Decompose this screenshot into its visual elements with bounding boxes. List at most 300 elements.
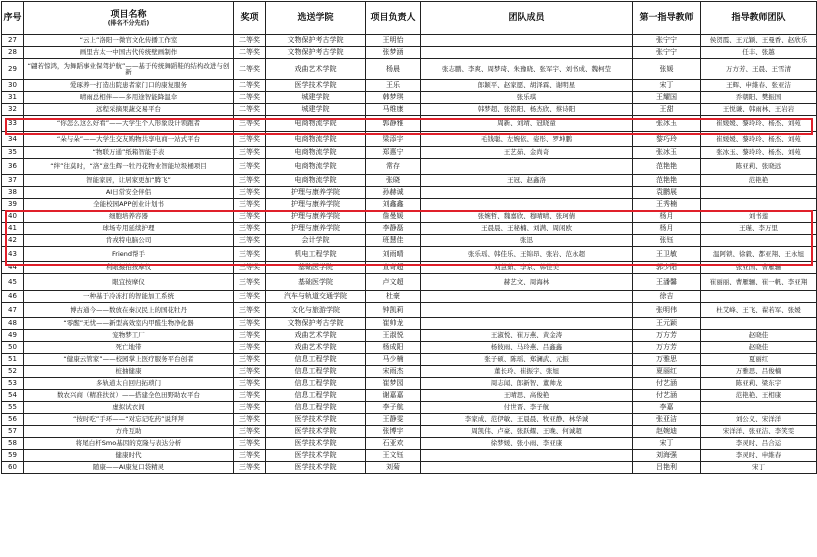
cell-team — [421, 159, 633, 175]
cell-advisor: 黎巧玲 — [633, 132, 701, 147]
cell-project: 眼宜按摩仪 — [24, 274, 234, 291]
table-row — [2, 92, 817, 104]
cell-leader: 王乐 — [366, 80, 421, 92]
cell-leader: 张晓 — [366, 175, 421, 187]
cell-college: 戏曲艺术学院 — [266, 342, 366, 354]
cell-team: 李家成、范伊敏、王晨晨、牧亚静、林华诚 — [421, 414, 633, 426]
cell-num: 33 — [2, 116, 24, 132]
cell-num: 38 — [2, 187, 24, 199]
cell-num: 56 — [2, 414, 24, 426]
cell-num: 30 — [2, 80, 24, 92]
cell-college: 戏曲艺术学院 — [266, 330, 366, 342]
cell-num: 45 — [2, 274, 24, 291]
cell-advisor: 王秀楠 — [633, 199, 701, 211]
header-award: 奖项 — [234, 2, 266, 35]
table-row — [2, 247, 817, 262]
cell-leader: 石亚欢 — [366, 438, 421, 450]
cell-team — [421, 35, 633, 47]
cell-advisor-team: 崔媛媛、黎玲玲、杨杰、刘苑 — [701, 132, 817, 147]
cell-leader: 卢文超 — [366, 274, 421, 291]
cell-advisor: 张钰 — [633, 235, 701, 247]
cell-team: 董长玲、崔振宇、张旭 — [421, 366, 633, 378]
cell-num: 52 — [2, 366, 24, 378]
cell-project: 博古通今——数放在秦汉民上的国花牡丹 — [24, 303, 234, 318]
cell-leader: 宣奇超 — [366, 262, 421, 274]
cell-award: 三等奖 — [234, 438, 266, 450]
cell-project: “你怎么这么好看”——大学生个人形象设计领跑者 — [24, 116, 234, 132]
table-row — [2, 366, 817, 378]
table-row — [2, 35, 817, 47]
cell-project: 智能家居，让居家更加“腾飞” — [24, 175, 234, 187]
cell-college: 信息工程学院 — [266, 366, 366, 378]
cell-advisor-team: 温阿锁、徐毅、都亚翔、王永旭 — [701, 247, 817, 262]
cell-leader: 谢嘉嘉 — [366, 390, 421, 402]
cell-advisor: 袁鹏展 — [633, 187, 701, 199]
cell-advisor: 刘海强 — [633, 450, 701, 462]
table-row — [2, 59, 817, 80]
cell-advisor: 范艳艳 — [633, 175, 701, 187]
cell-num: 44 — [2, 262, 24, 274]
cell-college: 基础医学院 — [266, 262, 366, 274]
cell-leader: 王静雯 — [366, 414, 421, 426]
cell-advisor: 张冰玉 — [633, 116, 701, 132]
cell-advisor-team — [701, 291, 817, 303]
cell-leader: 刘雨晴 — [366, 247, 421, 262]
cell-project: “绊”往莫时，“洛”意生辉一牡丹花物业智能垃圾桶项目 — [24, 159, 234, 175]
cell-award: 三等奖 — [234, 262, 266, 274]
cell-leader: 王明怡 — [366, 35, 421, 47]
cell-advisor-team: 王悦谦、韩雨林、王岩岩 — [701, 104, 817, 116]
cell-advisor-team: 张亚国、曹雁骊 — [701, 262, 817, 274]
cell-advisor-team: 张冰玉、黎玲玲、杨杰、刘苑 — [701, 147, 817, 159]
cell-advisor-team — [701, 199, 817, 211]
cell-college: 护理与康养学院 — [266, 211, 366, 223]
cell-award: 三等奖 — [234, 318, 266, 330]
cell-college: 信息工程学院 — [266, 390, 366, 402]
table-row — [2, 330, 817, 342]
cell-award: 三等奖 — [234, 159, 266, 175]
cell-team: 张乐瑶、韩佳乐、王锦昂、张岩、范永超 — [421, 247, 633, 262]
cell-advisor: 吕艳利 — [633, 462, 701, 474]
cell-award: 三等奖 — [234, 187, 266, 199]
cell-project: 利眼摄拍按摩仪 — [24, 262, 234, 274]
cell-award: 三等奖 — [234, 291, 266, 303]
cell-leader: 杨成阳 — [366, 342, 421, 354]
cell-college: 护理与康养学院 — [266, 187, 366, 199]
header-advisor-team: 指导教师团队 — [701, 2, 817, 35]
table-row — [2, 402, 817, 414]
header-leader: 项目负责人 — [366, 2, 421, 35]
cell-advisor: 王卫敏 — [633, 247, 701, 262]
cell-team — [421, 303, 633, 318]
cell-leader: 孙赫诚 — [366, 187, 421, 199]
cell-project: “健康云管家”——校园掌上医疗服务平台创者 — [24, 354, 234, 366]
cell-advisor-team: 乔朝阳、樊振国 — [701, 92, 817, 104]
table-row — [2, 262, 817, 274]
cell-advisor-team: 宋洋洋、张亚洁、李笑雯 — [701, 426, 817, 438]
cell-award: 三等奖 — [234, 330, 266, 342]
cell-advisor-team: 侯贺霞、王元颖、王曼香、赵欣乐 — [701, 35, 817, 47]
cell-project: AI日常安全伴侣 — [24, 187, 234, 199]
table-row — [2, 378, 817, 390]
awards-table — [1, 1, 817, 474]
cell-award: 二等奖 — [234, 80, 266, 92]
cell-award: 三等奖 — [234, 132, 266, 147]
table-row — [2, 235, 817, 247]
cell-award: 三等奖 — [234, 402, 266, 414]
header-num: 序号 — [2, 2, 24, 35]
cell-college: 医学技术学院 — [266, 438, 366, 450]
cell-team: 毛钱聪、左婉依、姿彤、罗坤鹏 — [421, 132, 633, 147]
cell-advisor: 张冰玉 — [633, 147, 701, 159]
cell-advisor: 张亚洁 — [633, 414, 701, 426]
cell-num: 41 — [2, 223, 24, 235]
cell-team: 杨彼雨、马玲燕、吕鑫鑫 — [421, 342, 633, 354]
cell-award: 二等奖 — [234, 92, 266, 104]
cell-team — [421, 187, 633, 199]
cell-team: 郎颖平、赵家愿、胡泽霖、谢明星 — [421, 80, 633, 92]
cell-project: 宠物梦工厂 — [24, 330, 234, 342]
cell-college: 电商物流学院 — [266, 147, 366, 159]
cell-project: “朵与朵”——大学生交友购物共享电商一站式平台 — [24, 132, 234, 147]
cell-num: 59 — [2, 450, 24, 462]
cell-leader: 常存 — [366, 159, 421, 175]
cell-num: 53 — [2, 378, 24, 390]
cell-project: 方舟互助 — [24, 426, 234, 438]
cell-advisor-team: 陈亚莉、张晓远 — [701, 159, 817, 175]
cell-college: 医学技术学院 — [266, 450, 366, 462]
cell-leader: 刘鑫鑫 — [366, 199, 421, 211]
cell-num: 40 — [2, 211, 24, 223]
cell-project: 虚拟试衣间 — [24, 402, 234, 414]
header-project — [24, 2, 234, 35]
cell-leader: 杜豪 — [366, 291, 421, 303]
cell-leader: 杨晨 — [366, 59, 421, 80]
cell-num: 48 — [2, 318, 24, 330]
cell-college: 电商物流学院 — [266, 116, 366, 132]
table-row — [2, 175, 817, 187]
cell-team: 王晨晨、王秘楠、刘满、周闲欧 — [421, 223, 633, 235]
cell-team — [421, 199, 633, 211]
cell-advisor: 宋丁 — [633, 80, 701, 92]
cell-advisor: 王元颖 — [633, 318, 701, 330]
cell-project: “物联万通”纸箱智能手表 — [24, 147, 234, 159]
cell-project: 一种基于冷冻打的智能加工系统 — [24, 291, 234, 303]
cell-college: 汽车与轨道交通学院 — [266, 291, 366, 303]
cell-leader: 李静磊 — [366, 223, 421, 235]
cell-project: 健康时代 — [24, 450, 234, 462]
cell-advisor: 万方芳 — [633, 330, 701, 342]
cell-advisor: 张媛 — [633, 59, 701, 80]
table-row — [2, 414, 817, 426]
cell-advisor: 张宁宁 — [633, 47, 701, 59]
cell-team: 王艺茹、金尚奇 — [421, 147, 633, 159]
cell-advisor: 郭少阳 — [633, 262, 701, 274]
cell-college: 基础医学院 — [266, 274, 366, 291]
cell-college: 城建学院 — [266, 104, 366, 116]
cell-advisor-team: 赵晓佳 — [701, 330, 817, 342]
table-row — [2, 211, 817, 223]
cell-advisor-team — [701, 318, 817, 330]
cell-project: 爱琢养一打造出院患者家门口的康复服务 — [24, 80, 234, 92]
cell-award: 三等奖 — [234, 223, 266, 235]
cell-college: 电商物流学院 — [266, 175, 366, 187]
cell-num: 36 — [2, 159, 24, 175]
cell-num: 35 — [2, 147, 24, 159]
cell-project: “云上”洛阳一微官文化传播工作室 — [24, 35, 234, 47]
cell-award: 三等奖 — [234, 235, 266, 247]
cell-team: 张迅 — [421, 235, 633, 247]
cell-num: 55 — [2, 402, 24, 414]
cell-advisor: 杨月 — [633, 223, 701, 235]
cell-num: 47 — [2, 303, 24, 318]
cell-award: 三等奖 — [234, 147, 266, 159]
header-project-note: (排名不分先后) — [107, 19, 150, 27]
cell-team: 张乐琪 — [421, 92, 633, 104]
cell-award: 三等奖 — [234, 366, 266, 378]
cell-num: 60 — [2, 462, 24, 474]
cell-college: 医学技术学院 — [266, 426, 366, 438]
cell-advisor-team: 万方芳、王晨、王雪清 — [701, 59, 817, 80]
cell-team: 张志鹏、李爽、周梦琦、朱豫晓、张军宇、刘书成、魏柯莹 — [421, 59, 633, 80]
cell-project: 肯戎特电脑公司 — [24, 235, 234, 247]
cell-leader: 郭静雅 — [366, 116, 421, 132]
cell-college: 城建学院 — [266, 92, 366, 104]
cell-college: 机电工程学院 — [266, 247, 366, 262]
cell-team: 周凯伟、卢豪、张跃耀、王晚、何诚超 — [421, 426, 633, 438]
cell-team: 王冠、赵鑫洛 — [421, 175, 633, 187]
cell-project: 随康——AI康复口袋精灵 — [24, 462, 234, 474]
cell-team: 赫艺文、周海林 — [421, 274, 633, 291]
cell-project: 桩抽健康 — [24, 366, 234, 378]
cell-num: 43 — [2, 247, 24, 262]
cell-award: 三等奖 — [234, 426, 266, 438]
cell-num: 31 — [2, 92, 24, 104]
cell-advisor: 夏丽红 — [633, 366, 701, 378]
cell-project: “零醒”无忧——新型高效室内甲醛生物净化器 — [24, 318, 234, 330]
cell-award: 三等奖 — [234, 247, 266, 262]
cell-advisor: 张宁宁 — [633, 35, 701, 47]
cell-advisor-team: 李灵时、申維春 — [701, 450, 817, 462]
cell-award: 二等奖 — [234, 104, 266, 116]
cell-award: 三等奖 — [234, 354, 266, 366]
cell-advisor-team: 宋丁 — [701, 462, 817, 474]
cell-advisor: 赵婉迪 — [633, 426, 701, 438]
cell-advisor: 徐吉 — [633, 291, 701, 303]
cell-advisor-team: 万雅思、吕俊楠 — [701, 366, 817, 378]
cell-num: 39 — [2, 199, 24, 211]
cell-leader: 崔帅龙 — [366, 318, 421, 330]
cell-project: 远程采摘果蔬交易平台 — [24, 104, 234, 116]
cell-award: 三等奖 — [234, 274, 266, 291]
header-team: 团队成员 — [421, 2, 633, 35]
cell-advisor-team: 范艳艳 — [701, 175, 817, 187]
cell-award: 三等奖 — [234, 414, 266, 426]
cell-advisor-team: 王辉、申維春、张亚洁 — [701, 80, 817, 92]
table-row — [2, 159, 817, 175]
cell-project: 将尾白杆Smo基因的克隆与表达分析 — [24, 438, 234, 450]
cell-advisor-team: 范艳艳、王相康 — [701, 390, 817, 402]
cell-project: 球场专用延续护理 — [24, 223, 234, 235]
cell-college: 文化与旅游学院 — [266, 303, 366, 318]
cell-college: 信息工程学院 — [266, 354, 366, 366]
cell-college: 电商物流学院 — [266, 132, 366, 147]
cell-college: 护理与康养学院 — [266, 223, 366, 235]
table-row — [2, 438, 817, 450]
cell-project: Friend帮手 — [24, 247, 234, 262]
cell-advisor-team: 崔媛媛、黎玲玲、杨杰、刘苑 — [701, 116, 817, 132]
cell-num: 27 — [2, 35, 24, 47]
cell-advisor-team: 崔丽丽、曹雁骊、崔一帆、李亚翔 — [701, 274, 817, 291]
cell-advisor-team: 陈亚莉、梁东宇 — [701, 378, 817, 390]
cell-leader: 郑惠宁 — [366, 147, 421, 159]
cell-team: 徐梦媛、张小雨、李亚康 — [421, 438, 633, 450]
cell-leader: 王淑悦 — [366, 330, 421, 342]
table-row — [2, 187, 817, 199]
cell-advisor: 李嘉 — [633, 402, 701, 414]
cell-award: 三等奖 — [234, 116, 266, 132]
cell-award: 二等奖 — [234, 59, 266, 80]
cell-team: 周新、刘靖、冠晓童 — [421, 116, 633, 132]
cell-advisor-team: 刘书莲 — [701, 211, 817, 223]
cell-num: 57 — [2, 426, 24, 438]
table-row — [2, 303, 817, 318]
cell-num: 28 — [2, 47, 24, 59]
cell-college: 医学技术学院 — [266, 80, 366, 92]
cell-advisor: 付艺涵 — [633, 390, 701, 402]
table-body — [2, 35, 817, 474]
header-project-label: 项目名称 — [110, 9, 147, 20]
table-row — [2, 80, 817, 92]
cell-college: 医学技术学院 — [266, 414, 366, 426]
cell-num: 29 — [2, 59, 24, 80]
cell-advisor-team: 杜艾峰、王飞、翟若军、张媛 — [701, 303, 817, 318]
cell-advisor: 张明伟 — [633, 303, 701, 318]
cell-award: 三等奖 — [234, 390, 266, 402]
table-row — [2, 274, 817, 291]
cell-team — [421, 47, 633, 59]
cell-award: 三等奖 — [234, 462, 266, 474]
cell-advisor: 万方芳 — [633, 342, 701, 354]
cell-num: 32 — [2, 104, 24, 116]
cell-college: 文物保护考古学院 — [266, 47, 366, 59]
cell-college: 会计学院 — [266, 235, 366, 247]
cell-project: “按时吃”手环——“对忘记吃药”说拜拜 — [24, 414, 234, 426]
cell-leader: 韩梦琪 — [366, 92, 421, 104]
cell-leader: 马少楠 — [366, 354, 421, 366]
cell-project: 数农兴商（精准扶贫）——搭建全色田野助农平台 — [24, 390, 234, 402]
cell-leader: 梁添宇 — [366, 132, 421, 147]
table-row — [2, 291, 817, 303]
cell-college: 信息工程学院 — [266, 378, 366, 390]
cell-team: 刘慧茹、李京、韩佳美 — [421, 262, 633, 274]
cell-num: 51 — [2, 354, 24, 366]
table-row — [2, 462, 817, 474]
table-row — [2, 132, 817, 147]
cell-project: “翩若惊鸿，为舞蹈事业保驾护航”——基于传统舞蹈鞋的结构改进与创新 — [24, 59, 234, 80]
table-row — [2, 354, 817, 366]
cell-advisor-team: 任丰、张越 — [701, 47, 817, 59]
cell-advisor: 王潘馨 — [633, 274, 701, 291]
cell-team: 王淑悦、崔万燕、黄金涛 — [421, 330, 633, 342]
cell-team: 张婉哲、魏嘉欣、穆晴晴、张珂倩 — [421, 211, 633, 223]
cell-advisor: 付艺涵 — [633, 378, 701, 390]
cell-team — [421, 318, 633, 330]
cell-award: 三等奖 — [234, 450, 266, 462]
cell-advisor-team — [701, 235, 817, 247]
cell-college: 文物保护考古学院 — [266, 35, 366, 47]
cell-advisor: 范艳艳 — [633, 159, 701, 175]
cell-advisor: 宋丁 — [633, 438, 701, 450]
cell-num: 37 — [2, 175, 24, 187]
cell-num: 58 — [2, 438, 24, 450]
table-row — [2, 47, 817, 59]
cell-leader: 宋雨杰 — [366, 366, 421, 378]
cell-advisor-team: 李灵时、吕合运 — [701, 438, 817, 450]
cell-college: 电商物流学院 — [266, 159, 366, 175]
cell-advisor-team: 王瑾、李万里 — [701, 223, 817, 235]
table-row — [2, 199, 817, 211]
cell-award: 三等奖 — [234, 303, 266, 318]
cell-advisor: 王甜 — [633, 104, 701, 116]
cell-project: 细胞培养容器 — [24, 211, 234, 223]
cell-leader: 王文钰 — [366, 450, 421, 462]
cell-advisor-team — [701, 402, 817, 414]
cell-advisor: 王耀国 — [633, 92, 701, 104]
cell-leader: 刘菊 — [366, 462, 421, 474]
cell-project: 晴雨总相伴——多用途智能降温伞 — [24, 92, 234, 104]
table-row — [2, 147, 817, 159]
cell-advisor-team: 赵晓佳 — [701, 342, 817, 354]
cell-project: 多轨道太自回归拓琐门 — [24, 378, 234, 390]
cell-college: 医学技术学院 — [266, 462, 366, 474]
cell-award: 二等奖 — [234, 47, 266, 59]
table-header-row — [2, 2, 817, 35]
cell-leader: 詹曼媛 — [366, 211, 421, 223]
cell-num: 46 — [2, 291, 24, 303]
table-row — [2, 342, 817, 354]
cell-project: 画里古太一中国古代传统壁画制作 — [24, 47, 234, 59]
table-row — [2, 426, 817, 438]
cell-team: 王晴思、高俊艳 — [421, 390, 633, 402]
cell-team — [421, 462, 633, 474]
table-row — [2, 450, 817, 462]
cell-team: 周志闻、郎新智、董帅龙 — [421, 378, 633, 390]
cell-project: 全能校园APP创业计划书 — [24, 199, 234, 211]
cell-num: 49 — [2, 330, 24, 342]
cell-award: 三等奖 — [234, 342, 266, 354]
cell-leader: 崔梦园 — [366, 378, 421, 390]
cell-team: 韩梦超、张铭阳、杨杰欣、蔡诗阳 — [421, 104, 633, 116]
table-row — [2, 223, 817, 235]
cell-advisor: 万雅思 — [633, 354, 701, 366]
cell-advisor-team: 夏丽红 — [701, 354, 817, 366]
table-row — [2, 318, 817, 330]
cell-team: 付世晋、李子航 — [421, 402, 633, 414]
cell-award: 三等奖 — [234, 211, 266, 223]
cell-leader: 钟凯莉 — [366, 303, 421, 318]
cell-advisor-team: 刘公义、宋洋洋 — [701, 414, 817, 426]
cell-award: 三等奖 — [234, 378, 266, 390]
table-row — [2, 104, 817, 116]
cell-num: 42 — [2, 235, 24, 247]
cell-college: 信息工程学院 — [266, 402, 366, 414]
cell-leader: 班慧佳 — [366, 235, 421, 247]
cell-team — [421, 450, 633, 462]
header-college: 选送学院 — [266, 2, 366, 35]
cell-advisor-team — [701, 187, 817, 199]
cell-num: 50 — [2, 342, 24, 354]
